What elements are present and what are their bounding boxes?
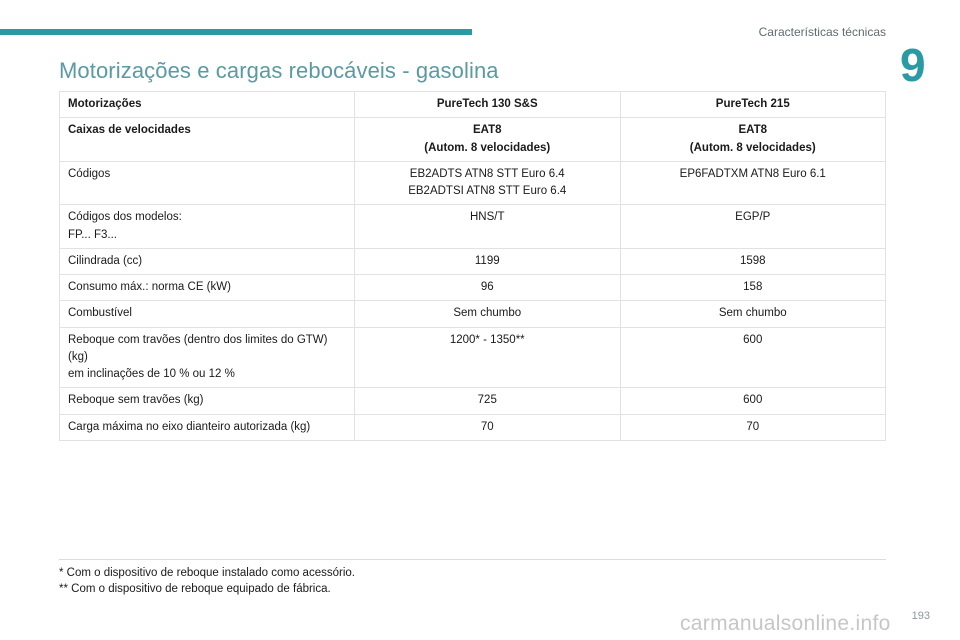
table-cell: [355, 161, 621, 205]
chapter-title: Características técnicas: [758, 25, 886, 39]
table-cell: [60, 327, 355, 388]
table-cell: [620, 118, 886, 162]
table-row: [60, 327, 886, 388]
cell-text: Combustível: [68, 307, 132, 320]
cell-text: EGP/P: [735, 211, 771, 224]
table-cell: [60, 92, 355, 118]
table-cell: [620, 161, 886, 205]
cell-text: Códigos: [68, 167, 111, 180]
cell-text: 158: [743, 281, 763, 293]
spec-table-body: [60, 92, 886, 441]
cell-text: 1200* - 1350**: [449, 333, 525, 346]
cell-text: (Autom. 8 velocidades): [424, 141, 551, 154]
cell-text: 1598: [739, 254, 766, 267]
table-cell: [355, 388, 621, 414]
table-row: [60, 388, 886, 414]
watermark: carmanualsonline.info: [680, 612, 891, 635]
table-row: [60, 92, 886, 118]
cell-text: Sem chumbo: [453, 307, 522, 320]
table-cell: [355, 414, 621, 440]
cell-text: PureTech 215: [715, 98, 790, 110]
page-number: 193: [911, 610, 930, 622]
table-cell: [60, 248, 355, 274]
table-cell: [355, 118, 621, 162]
cell-text: 70: [480, 420, 494, 433]
table-row: [60, 118, 886, 162]
cell-text: 1199: [474, 254, 500, 267]
table-row: [60, 248, 886, 274]
cell-text: HNS/T: [470, 211, 505, 224]
table-cell: [620, 327, 886, 388]
engine-specs-table: [59, 91, 886, 441]
table-cell: [620, 414, 886, 440]
cell-text: (Autom. 8 velocidades): [689, 141, 816, 154]
header-accent-bar: [0, 29, 472, 35]
cell-text: Consumo máx.: norma CE (kW): [68, 281, 231, 293]
cell-text: 600: [743, 333, 763, 346]
table-cell: [620, 92, 886, 118]
cell-text: 70: [746, 420, 760, 433]
cell-text: 96: [480, 281, 494, 293]
cell-text: EP6FADTXM ATN8 Euro 6.1: [679, 167, 826, 180]
table-cell: [355, 301, 621, 327]
table-cell: [620, 388, 886, 414]
table-cell: [355, 275, 621, 301]
cell-text: EAT8: [472, 124, 502, 137]
cell-text: 600: [743, 394, 763, 407]
table-cell: [355, 248, 621, 274]
table-cell: [60, 118, 355, 162]
cell-text: FP... F3...: [68, 228, 117, 241]
table-cell: [60, 205, 355, 249]
table-cell: [620, 301, 886, 327]
table-cell: [355, 327, 621, 388]
cell-text: PureTech 130 S&S: [436, 98, 538, 110]
table-row: [60, 275, 886, 301]
table-cell: [620, 205, 886, 249]
cell-text: EAT8: [738, 124, 768, 137]
table-row: [60, 414, 886, 440]
cell-text: Códigos dos modelos:: [68, 211, 182, 224]
table-row: [60, 161, 886, 205]
footnote-2: ** Com o dispositivo de reboque equipado de fábrica.: [59, 583, 331, 595]
cell-text: 725: [477, 394, 497, 407]
table-cell: [60, 275, 355, 301]
table-row: [60, 301, 886, 327]
cell-text: Cilindrada (cc): [68, 254, 143, 267]
page-title: Motorizações e cargas rebocáveis - gasolina: [59, 58, 499, 83]
cell-text: Caixas de velocidades: [68, 124, 191, 137]
table-cell: [60, 161, 355, 205]
table-cell: [355, 92, 621, 118]
chapter-number: 9: [900, 39, 926, 91]
cell-text: Sem chumbo: [718, 307, 787, 320]
footnote-1: * Com o dispositivo de reboque instalado como acessório.: [59, 567, 355, 579]
cell-text: Reboque sem travões (kg): [68, 394, 204, 407]
table-cell: [355, 205, 621, 249]
cell-text: EB2ADTS ATN8 STT Euro 6.4: [409, 167, 565, 180]
cell-text: em inclinações de 10 % ou 12 %: [68, 368, 235, 380]
cell-text: EB2ADTSI ATN8 STT Euro 6.4: [408, 185, 567, 197]
table-cell: [620, 275, 886, 301]
table-cell: [60, 388, 355, 414]
footnote-divider: [59, 559, 886, 560]
cell-text: Carga máxima no eixo dianteiro autorizada (kg): [68, 420, 311, 433]
table-cell: [620, 248, 886, 274]
footnotes: [59, 565, 355, 597]
cell-text: Reboque com travões (dentro dos limites do GTW) (kg): [68, 333, 328, 363]
table-cell: [60, 414, 355, 440]
table-row: [60, 205, 886, 249]
cell-text: Motorizações: [68, 98, 142, 110]
table-cell: [60, 301, 355, 327]
